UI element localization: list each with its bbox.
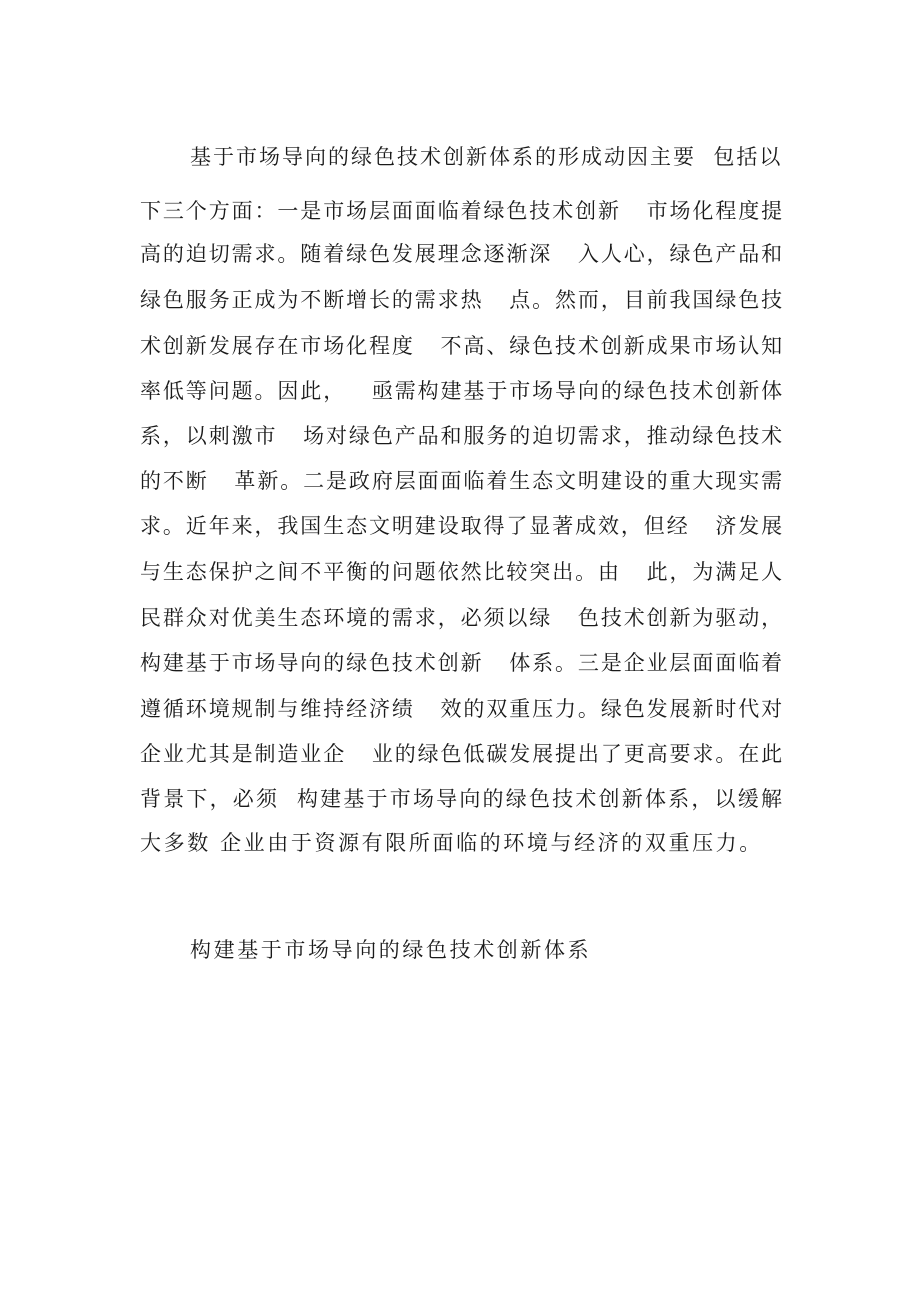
- paragraph-line: 民群众对优美生态环境的需求，必须以绿 色技术创新为驱动，: [140, 606, 785, 630]
- paragraph-line: 大多数 企业由于资源有限所面临的环境与经济的双重压力。: [140, 831, 763, 855]
- paragraph-line: 构建基于市场导向的绿色技术创新 体系。三是企业层面面临着: [140, 651, 785, 675]
- paragraph-line: 绿色服务正成为不断增长的需求热 点。然而，目前我国绿色技: [140, 288, 785, 312]
- section-heading: 构建基于市场导向的绿色技术创新体系: [190, 938, 592, 962]
- paragraph-line: 率低等问题。因此， 亟需构建基于市场导向的绿色技术创新体: [140, 379, 785, 403]
- paragraph-line: 术创新发展存在市场化程度 不高、绿色技术创新成果市场认知: [140, 334, 785, 358]
- paragraph-line: 求。近年来，我国生态文明建设取得了显著成效，但经 济发展: [140, 514, 785, 538]
- paragraph-line: 高的迫切需求。随着绿色发展理念逐渐深 入人心，绿色产品和: [140, 242, 785, 266]
- paragraph-line: 的不断 革新。二是政府层面面临着生态文明建设的重大现实需: [140, 469, 785, 493]
- paragraph-line: 系，以刺激市 场对绿色产品和服务的迫切需求，推动绿色技术: [140, 424, 785, 448]
- paragraph-line: 企业尤其是制造业企 业的绿色低碳发展提出了更高要求。在此: [140, 742, 785, 766]
- paragraph-line: 基于市场导向的绿色技术创新体系的形成动因主要 包括以: [190, 145, 783, 169]
- paragraph-line: 遵循环境规制与维持经济绩 效的双重压力。绿色发展新时代对: [140, 697, 785, 721]
- paragraph-line: 下三个方面：一是市场层面面临着绿色技术创新 市场化程度提: [140, 199, 785, 223]
- paragraph-line: 与生态保护之间不平衡的问题依然比较突出。由 此，为满足人: [140, 560, 785, 584]
- paragraph-line: 背景下，必须 构建基于市场导向的绿色技术创新体系，以缓解: [140, 787, 785, 811]
